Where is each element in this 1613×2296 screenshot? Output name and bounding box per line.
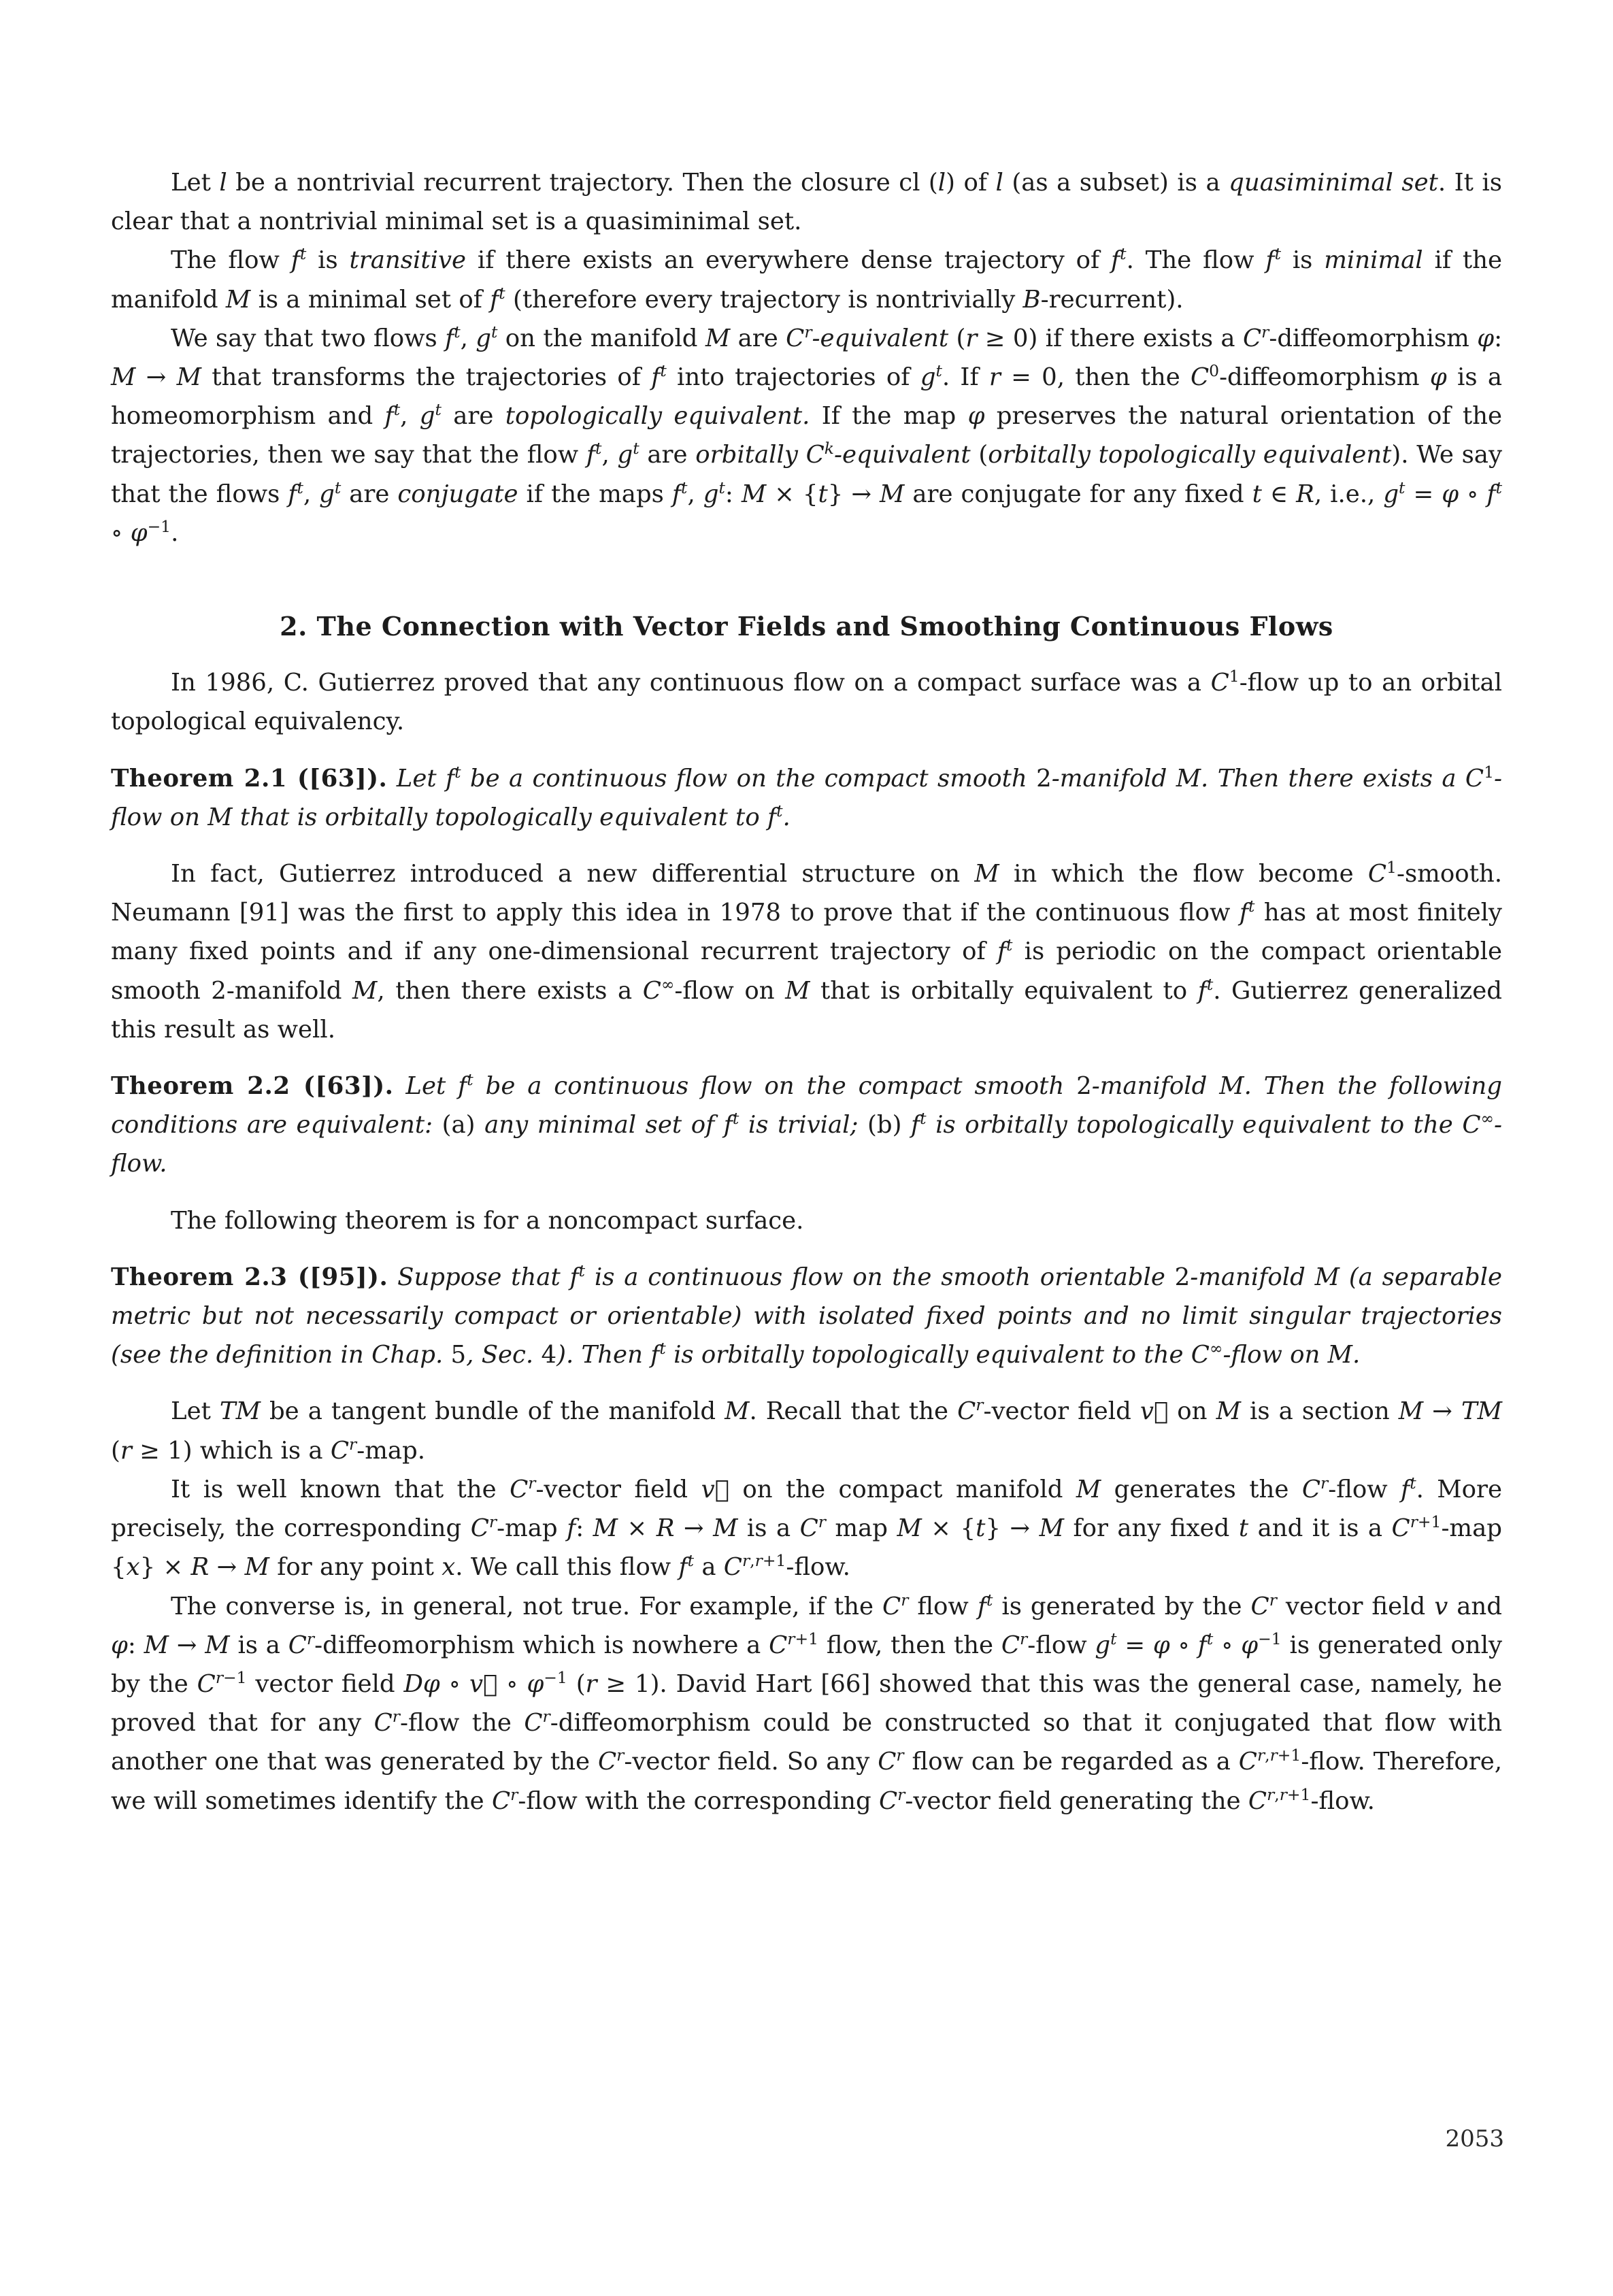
theorem-2-2: Theorem 2.2 ([63]). Let $f^t$ be a continuous flow on the compact smooth 2-manifold M. Then the following conditions are equivalent: (a) any minimal set of $f^t$ is trivial; (b) $f^t$ is orbitally topologically equivalent to the C∞-flow. <box>111 1070 1503 1178</box>
theorem-2-2-heading: Theorem 2.2 ([63]). <box>111 1072 394 1101</box>
paragraph-vector-field-flow: It is well known that the $C^r$-vector field v⃗ on the compact manifold M generates the $C^r$-flow $f^t$. More precisely, the corresponding $C^r$-map f: M × R → M is a $C^r$ map M × {t} → M for any fixed t and it is a $C^{r+1}$-map {x} × R → M for any point x. We call this flow $f^t$ a $C^{r,r+1}$-flow. <box>111 1474 1502 1582</box>
section-title: 2. The Connection with Vector Fields and Smoothing Continuous Flows <box>280 611 1333 642</box>
paragraph-quasiminimal: Let l be a nontrivial recurrent trajectory. Then the closure cl (l) of l (as a subset) is a quasiminimal set. It is clear that a nontrivial minimal set is a quasiminimal set. <box>111 169 1502 236</box>
page-body <box>111 163 1502 1820</box>
theorem-2-1-heading: Theorem 2.1 ([63]). <box>111 764 388 793</box>
theorem-2-1: Theorem 2.1 ([63]). Let $f^t$ be a continuous flow on the compact smooth 2-manifold M. Then there exists a $C^1$-flow on M that is orbitally topologically equivalent to $f^t$. <box>111 762 1502 831</box>
paragraph-converse: The converse is, in general, not true. For example, if the $C^r$ flow $f^t$ is generated by the $C^r$ vector field v and φ: M → M is a $C^r$-diffeomorphism which is nowhere a $C^{r+1}$ flow, then the $C^r$-flow $g^t = \varphi$ ∘ $f^t$ ∘ $\varphi^{-1}$ is generated only by the $C^{r-1}$ vector field Dφ ∘ v⃗ ∘ $\varphi^{-1}$ (r ≥ 1). David Hart [66] showed that this was the general case, namely, he proved that for any $C^r$-flow the $C^r$-diffeomorphism could be constructed so that it conjugated that flow with another one that was generated by the $C^r$-vector field. So any $C^r$ flow can be regarded as a $C^{r,r+1}$-flow. Therefore, we will sometimes identify the $C^r$-flow with the corresponding $C^r$-vector field generating the $C^{r,r+1}$-flow. <box>111 1590 1503 1815</box>
paragraph-neumann: In fact, Gutierrez introduced a new differential structure on M in which the flow become $C^1$-smooth. Neumann [91] was the first to apply this idea in 1978 to prove that if the continuous flow $f^t$ has at most finitely many fixed points and if any one-dimensional recurrent trajectory of $f^t$ is periodic on the compact orientable smooth 2-manifold M, then there exists a C∞-flow on M that is orbitally equivalent to $f^t$. Gutierrez generalized this result as well. <box>111 858 1503 1044</box>
paragraph-transitive: The flow $f^t$ is transitive if there exists an everywhere dense trajectory of $f^t$. The flow $f^t$ is minimal if the manifold M is a minimal set of $f^t$ (therefore every trajectory is nontrivially B-recurrent). <box>111 244 1502 314</box>
paragraph-noncompact: The following theorem is for a noncompact surface. <box>171 1206 804 1235</box>
page-number: 2053 <box>1445 2125 1504 2152</box>
paragraph-gutierrez-intro: In 1986, C. Gutierrez proved that any continuous flow on a compact surface was a $C^1$-flow up to an orbital topological equivalency. <box>111 667 1502 736</box>
theorem-2-3-heading: Theorem 2.3 ([95]). <box>111 1263 388 1291</box>
paragraph-tangent-bundle: Let TM be a tangent bundle of the manifold M. Recall that the $C^r$-vector field v⃗ on M is a section M → TM (r ≥ 1) which is a $C^r$-map. <box>111 1395 1502 1465</box>
paragraph-equivalence: We say that two flows $f^t$, $g^t$ on the manifold M are $C^r$-equivalent (r ≥ 0) if there exists a $C^r$-diffeomorphism φ: M → M that transforms the trajectories of $f^t$ into trajectories of $g^t$. If r = 0, then the $C^0$-diffeomorphism φ is a homeomorphism and $f^t$, $g^t$ are topologically equivalent. If the map φ preserves the natural orientation of the trajectories, then we say that the flow $f^t$, $g^t$ are orbitally $C^k$-equivalent (orbitally topologically equivalent). We say that the flows $f^t$, $g^t$ are conjugate if the maps $f^t$, $g^t$: M × {t} → M are conjugate for any fixed t ∈ R, i.e., $g^t = \varphi$ ∘ $f^t$ ∘ $\varphi^{-1}$. <box>111 322 1503 547</box>
theorem-2-3: Theorem 2.3 ([95]). Suppose that $f^t$ is a continuous flow on the smooth orientable 2-manifold M (a separable metric but not necessarily compact or orientable) with isolated fixed points and no limit singular trajectories (see the definition in Chap. 5, Sec. 4). Then $f^t$ is orbitally topologically equivalent to the C∞-flow on M. <box>111 1261 1502 1369</box>
